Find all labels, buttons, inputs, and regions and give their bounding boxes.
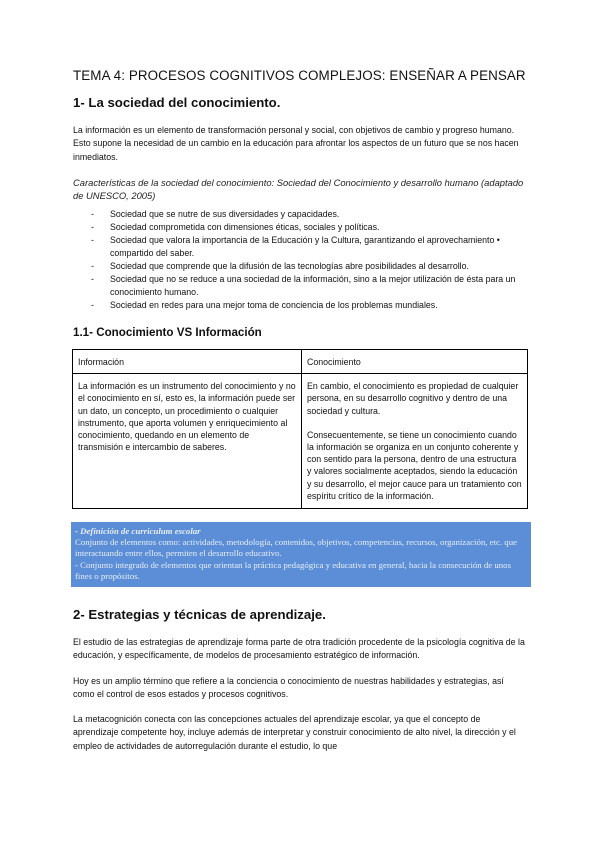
society-characteristics-list: [73, 208, 525, 312]
conocimiento-paragraph-1: En cambio, el conocimiento es propiedad de cualquier persona, en su desarrollo cognitivo y dentro de una sociedad y cultura.: [307, 381, 519, 416]
list-item: - Sociedad que comprende que la difusión de las tecnologías abre posibilidades al desarrollo.: [91, 260, 469, 271]
dash-bullet-icon: -: [91, 273, 94, 284]
section-2-paragraph-1: El estudio de las estrategias de aprendizaje forma parte de otra tradición procedente de la psicología cognitiva de la educación, y específicamente, de modelos de procesamiento estratégico de información.: [73, 636, 525, 661]
table-header-row: [73, 349, 528, 373]
note-line-2: - Conjunto integrado de elementos que orientan la práctica pedagógica y educativa en general, hacia la consecución de unos fines o propósitos.: [75, 559, 511, 581]
table-cell-informacion: [73, 374, 302, 509]
document-page: [73, 68, 525, 765]
section-1-heading: 1- La sociedad del conocimiento.: [73, 95, 281, 110]
list-item: - Sociedad que valora la importancia de la Educación y la Cultura, garantizando el aprovechamiento • compartido del saber.: [91, 234, 500, 258]
table-row: [73, 374, 528, 509]
curriculum-definition-note: [71, 522, 531, 587]
dash-bullet-icon: -: [91, 260, 94, 271]
informacion-text: La información es un instrumento del conocimiento y no el conocimiento en sí, esto es, la información puede ser un dato, un concepto, un procedimiento o cualquier instrumento, que aporta volumen y enriquecimiento al conocimiento, quedando en un elemento de transmisión e intercambio de saberes.: [78, 381, 296, 453]
section-2-paragraph-2: Hoy es un amplio término que refiere a la conciencia o conocimiento de nuestras habilidades y estrategias, así como el control de esos estados y procesos cognitivos.: [73, 675, 504, 699]
section-1-intro: La información es un elemento de transformación personal y social, con objetivos de cambio y progreso humano. Esto supone la necesidad de un cambio en la educación para afrontar los aspectos de un futuro que se nos hacen inmediatos.: [73, 125, 519, 162]
list-item: - Sociedad que se nutre de sus diversidades y capacidades.: [91, 208, 340, 219]
list-item: - Sociedad en redes para una mejor toma de conciencia de los problemas mundiales.: [91, 299, 438, 310]
dash-bullet-icon: -: [91, 208, 94, 219]
section-2-heading: 2- Estrategias y técnicas de aprendizaje.: [73, 606, 326, 622]
note-line-1: Conjunto de elementos como: actividades, metodología, contenidos, objetivos, competencias, recursos, organización, etc. que interactuando entre ellos, permiten el desarrollo educativo.: [75, 537, 518, 559]
section-1-1-heading: 1.1- Conocimiento VS Información: [73, 325, 262, 339]
section-2-paragraph-3: La metacognición conecta con las concepciones actuales del aprendizaje escolar, ya que el concepto de aprendizaje competente hoy, incluye además de interpretar y construir conocimiento de alto nivel, la dirección y el empleo de actividades de autorregulación durante el estudio, lo que: [73, 714, 516, 751]
document-title: TEMA 4: PROCESOS COGNITIVOS COMPLEJOS: ENSEÑAR A PENSAR: [73, 68, 526, 83]
table-header-informacion: Información: [73, 349, 302, 373]
table-header-conocimiento: Conocimiento: [302, 349, 528, 373]
society-caption: Características de la sociedad del conocimiento: Sociedad del Conocimiento y desarrollo humano (adaptado de UNESCO, 2005): [73, 176, 524, 201]
dash-bullet-icon: -: [91, 221, 94, 232]
dash-bullet-icon: -: [91, 299, 94, 310]
comparison-table: [72, 349, 528, 509]
list-item: - Sociedad comprometida con dimensiones éticas, sociales y políticas.: [91, 221, 380, 232]
dash-bullet-icon: -: [91, 234, 94, 245]
conocimiento-paragraph-2: Consecuentemente, se tiene un conocimiento cuando la información se organiza en un conjunto coherente y con sentido para la persona, dentro de una estructura y valores socialmente aceptados, siendo la educación y su desarrollo, el mejor cauce para un tratamiento con espíritu crítico de la información.: [307, 429, 522, 501]
note-title: - Definición de curriculum escolar: [75, 525, 201, 536]
table-cell-conocimiento: [302, 374, 528, 509]
list-item: - Sociedad que no se reduce a una sociedad de la información, sino a la mejor utilización de ésta para un conocimiento humano.: [91, 273, 516, 297]
